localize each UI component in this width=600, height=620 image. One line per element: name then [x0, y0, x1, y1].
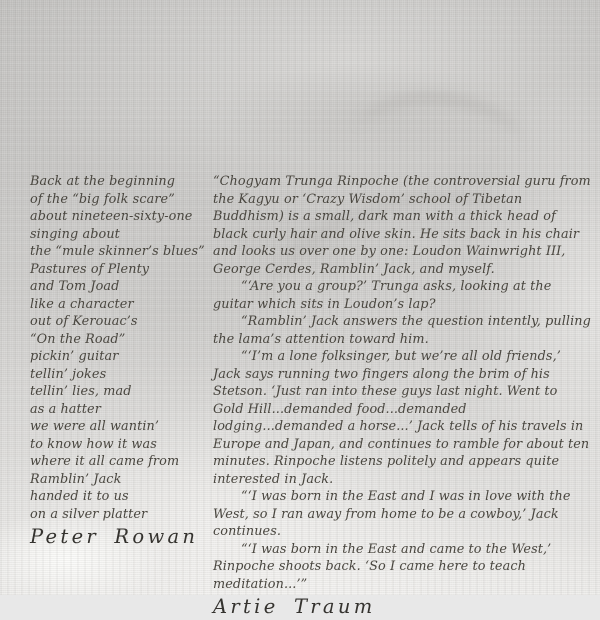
prose-paragraph: “‘I was born in the East and came to the West,’ Rinpoche shoots back. ‘So I came here to teach meditation...’” — [213, 541, 552, 592]
poem-line: Pastures of Plenty — [30, 261, 150, 277]
poem-line: out of Kerouac’s — [30, 314, 138, 329]
poem-line: to know how it was — [30, 436, 157, 452]
poem-line: as a hatter — [30, 401, 101, 417]
poem-line: and Tom Joad — [30, 279, 120, 294]
prose-paragraph: “Chogyam Trunga Rinpoche (the controversial guru from the Kagyu or ‘Crazy Wisdom’ school of Tibetan Buddhism) is a small, dark man with a thick head of black curly hair and olive skin. He sits back in his chair and looks us over one by one: Loudon Wainwright III, George Cerdes, Ramblin’ Jack, and myself. — [213, 174, 591, 277]
poem-line: like a character — [30, 296, 134, 312]
poem-line: where it all came from — [30, 454, 180, 469]
poem-line: of the “big folk scare” — [30, 191, 175, 207]
poem-line: on a silver platter — [30, 506, 148, 522]
artie-traum-signature: Artie Traum — [213, 595, 376, 618]
prose-paragraph: “‘I was born in the East and I was in love with the West, so I ran away from home to be a cowboy,’ Jack continues. — [213, 489, 571, 539]
poem-line: “On the Road” — [30, 331, 126, 347]
poem-line: tellin’ jokes — [30, 366, 107, 382]
prose-paragraph: “‘Are you a group?’ Trunga asks, looking at the guitar which sits in Loudon’s lap? — [213, 279, 552, 312]
prose-column — [213, 173, 591, 620]
poem-line: the “mule skinner’s blues” — [30, 244, 205, 259]
poem-line: Back at the beginning — [30, 174, 176, 189]
poem-line: handed it to us — [30, 489, 129, 504]
poem-line: pickin’ guitar — [30, 349, 119, 364]
peter-rowan-signature: Peter Rowan — [30, 525, 199, 548]
prose-paragraph: “‘I’m a lone folksinger, but we’re all old friends,’ Jack says running two fingers along the brim of his Stetson. ‘Just ran into these guys last night. Went to Gold Hill...demanded food...demanded lodging...demanded a horse...’ Jack tells of his travels in Europe and Japan, and continues to ramble for about ten minutes. Rinpoche listens politely and appears quite interested in Jack. — [213, 349, 590, 487]
prose-paragraph: “Ramblin’ Jack answers the question intently, pulling the lama’s attention toward him. — [213, 314, 591, 347]
poem-line: singing about — [30, 226, 120, 242]
poem-line: Ramblin’ Jack — [30, 471, 122, 487]
poem-column — [30, 173, 215, 550]
poem-line: tellin’ lies, mad — [30, 384, 132, 399]
poem-line: we were all wantin’ — [30, 419, 160, 434]
poem-line: about nineteen-sixty-one — [30, 209, 193, 224]
